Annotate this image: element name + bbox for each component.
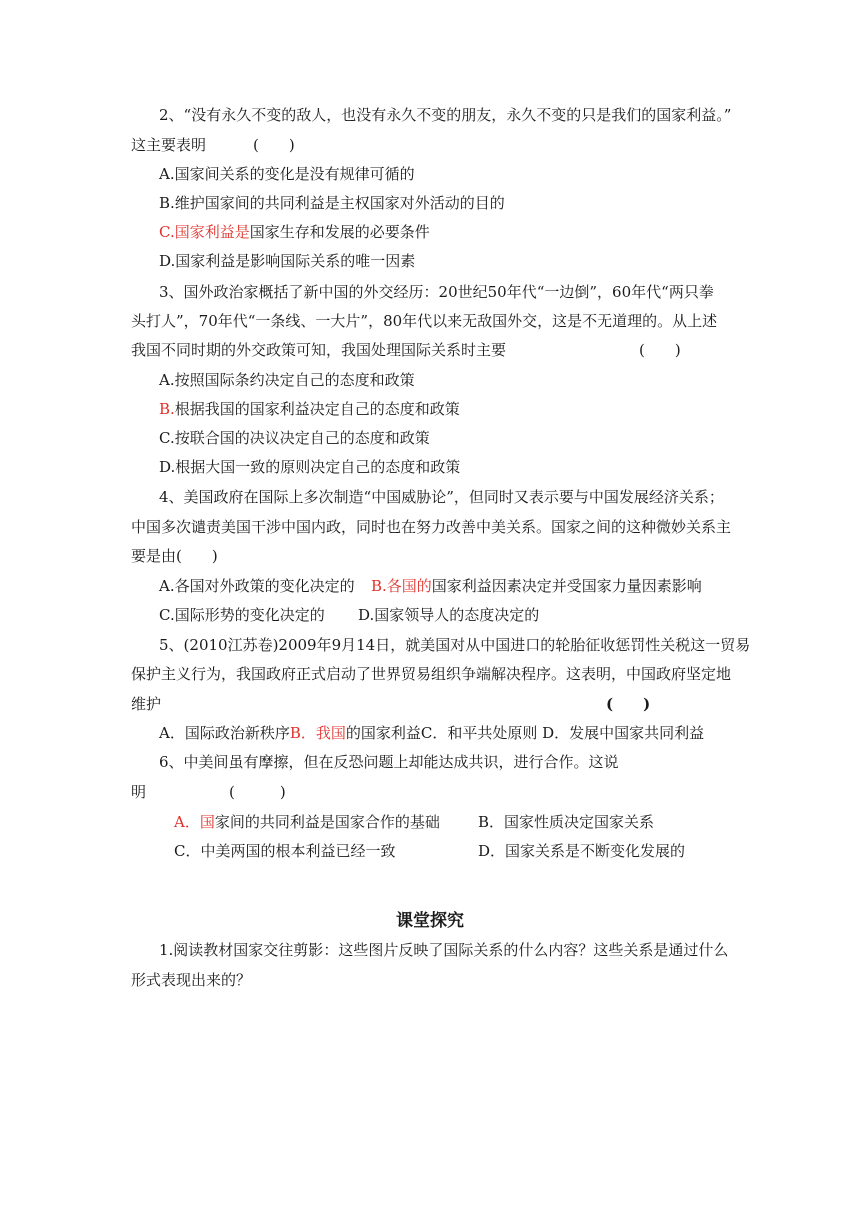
q5-answer-paren: ( ) <box>606 695 651 713</box>
q4-stem-line-2: 中国多次谴责美国干涉中国内政，同时也在努力改善中美关系。国家之间的这种微妙关系主 <box>131 518 732 536</box>
q5-stem-line-3: 维护 <box>131 695 162 713</box>
q4-option-b-text: 国家利益因素决定并受国家力量因素影响 <box>431 577 702 595</box>
q2-option-c-answer-highlight: C.国家利益是 <box>159 223 250 241</box>
q2-option-d: D.国家利益是影响国际关系的唯一因素 <box>159 252 416 270</box>
q4-option-c: C.国际形势的变化决定的 <box>159 606 325 624</box>
q5-option-a: A．国际政治新秩序 <box>159 724 290 742</box>
q4-option-a: A.各国对外政策的变化决定的 <box>159 577 355 595</box>
q3-stem-line-1: 3、国外政治家概括了新中国的外交经历：20世纪50年代“一边倒”，60年代“两只拳 <box>159 283 714 301</box>
q2-option-a: A.国家间关系的变化是没有规律可循的 <box>159 165 415 183</box>
q6-option-a-answer-highlight: A．国 <box>174 813 215 831</box>
q2-stem-line-1: 2、“没有永久不变的敌人，也没有永久不变的朋友，永久不变的只是我们的国家利益。” <box>159 106 732 124</box>
section-item-1-line-1: 1.阅读教材国家交往剪影：这些图片反映了国际关系的什么内容？这些关系是通过什么 <box>159 941 729 959</box>
q2-option-c <box>159 222 430 242</box>
q2-answer-paren: ( ) <box>253 136 295 154</box>
q3-option-c: C.按联合国的决议决定自己的态度和政策 <box>159 429 430 447</box>
q4-stem-line-3: 要是由( ) <box>131 547 218 565</box>
q3-option-b-text: 根据我国的国家利益决定自己的态度和政策 <box>174 400 460 418</box>
section-item-1-line-2: 形式表现出来的？ <box>131 971 252 989</box>
q6-stem-line-2: 明 <box>131 783 147 801</box>
q3-stem-line-3: 我国不同时期的外交政策可知，我国处理国际关系时主要 <box>131 341 507 359</box>
q4-stem-line-1: 4、美国政府在国际上多次制造“中国威胁论”，但同时又表示要与中国发展经济关系； <box>159 488 724 506</box>
q2-stem-line-2: 这主要表明 <box>131 136 207 154</box>
q5-option-c: C．和平共处原则 <box>420 724 538 742</box>
q5-option-d: D．发展中国家共同利益 <box>542 724 705 742</box>
q3-stem-line-2: 头打人”，70年代“一条线、一大片”，80年代以来无敌国外交，这是不无道理的。从上述 <box>131 312 718 330</box>
q6-option-d: D．国家关系是不断变化发展的 <box>478 842 686 860</box>
q5-options <box>159 723 704 743</box>
q6-option-c: C．中美两国的根本利益已经一致 <box>174 842 396 860</box>
q3-option-b <box>159 399 460 419</box>
q6-option-a-text: 家间的共同利益是国家合作的基础 <box>214 813 440 831</box>
q6-stem-line-1: 6、中美间虽有摩擦，但在反恐问题上却能达成共识，进行合作。这说 <box>159 753 619 771</box>
q4-option-b-answer-highlight: B.各国的 <box>371 577 432 595</box>
q6-option-b: B．国家性质决定国家关系 <box>478 813 655 831</box>
section-heading: 课堂探究 <box>396 911 464 931</box>
q2-option-c-text: 国家生存和发展的必要条件 <box>249 223 430 241</box>
q3-option-b-answer-highlight: B. <box>159 400 175 418</box>
q6-answer-paren: ( ) <box>229 783 286 801</box>
q5-stem-line-2: 保护主义行为，我国政府正式启动了世界贸易组织争端解决程序。这表明，中国政府坚定地 <box>131 665 732 683</box>
q5-option-b-answer-highlight: B．我国 <box>289 724 346 742</box>
q4-option-b <box>371 576 702 596</box>
q2-option-b: B.维护国家间的共同利益是主权国家对外活动的目的 <box>159 194 505 212</box>
q3-option-a: A.按照国际条约决定自己的态度和政策 <box>159 371 415 389</box>
q4-option-d: D.国家领导人的态度决定的 <box>358 606 540 624</box>
q5-stem-line-1: 5、(2010江苏卷)2009年9月14日，就美国对从中国进口的轮胎征收惩罚性关税这一贸易 <box>159 636 751 654</box>
q3-answer-paren: ( ) <box>639 341 681 359</box>
q5-option-b-text: 的国家利益 <box>345 724 421 742</box>
q6-option-a <box>174 812 440 832</box>
q3-option-d: D.根据大国一致的原则决定自己的态度和政策 <box>159 458 461 476</box>
